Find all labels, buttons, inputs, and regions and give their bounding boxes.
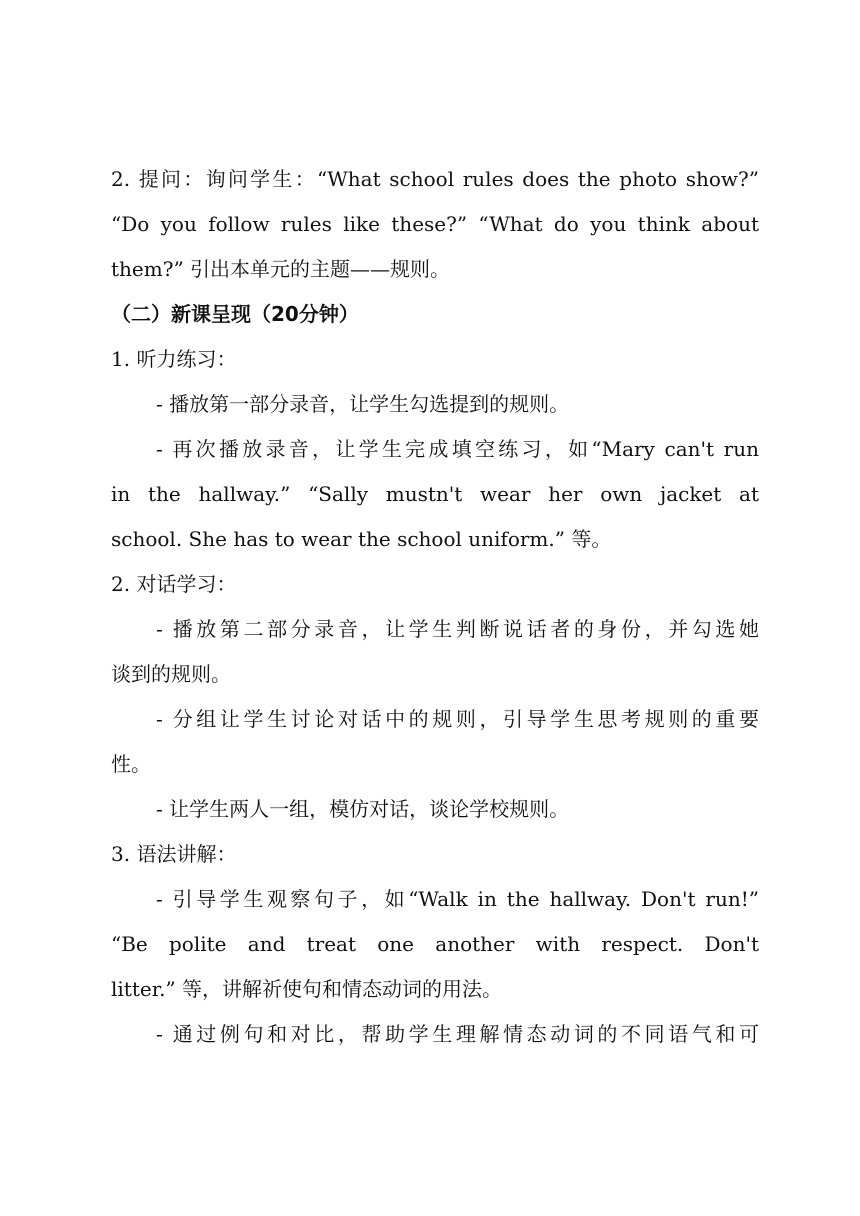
subsection-title: 1. 听力练习： xyxy=(111,347,237,371)
bullet-line: - 分组让学生讨论对话中的规则，引导学生思考规则的重要 xyxy=(156,707,759,731)
bullet-line: - 播放第一部分录音，让学生勾选提到的规则。 xyxy=(156,392,570,416)
subsection-title: 2. 对话学习： xyxy=(111,572,237,596)
text-line: in the hallway.” “Sally mustn't wear her own jacket at xyxy=(111,482,759,506)
text-line: 2. 提问：询问学生：“What school rules does the photo show?” xyxy=(111,167,759,191)
bullet-line: - 让学生两人一组，模仿对话，谈论学校规则。 xyxy=(156,797,570,821)
subsection-title: 3. 语法讲解： xyxy=(111,842,237,866)
bullet-line: - 通过例句和对比，帮助学生理解情态动词的不同语气和可 xyxy=(156,1022,759,1046)
bullet-line: - 再次播放录音，让学生完成填空练习，如“Mary can't run xyxy=(156,437,759,461)
document-page xyxy=(111,157,759,1057)
text-line: “Do you follow rules like these?” “What do you think about xyxy=(111,212,759,236)
bullet-line: - 播放第二部分录音，让学生判断说话者的身份，并勾选她 xyxy=(156,617,759,641)
text-line: school. She has to wear the school uniform.” 等。 xyxy=(111,527,612,551)
text-line: “Be polite and treat one another with respect. Don't xyxy=(111,932,759,956)
text-line: 谈到的规则。 xyxy=(111,662,231,686)
bullet-line: - 引导学生观察句子，如“Walk in the hallway. Don't run!” xyxy=(156,887,759,911)
text-line: litter.” 等，讲解祈使句和情态动词的用法。 xyxy=(111,977,503,1001)
section-heading: （二）新课呈现（20分钟） xyxy=(111,302,359,326)
text-line: 性。 xyxy=(111,752,151,776)
text-line: them?” 引出本单元的主题——规则。 xyxy=(111,257,451,281)
